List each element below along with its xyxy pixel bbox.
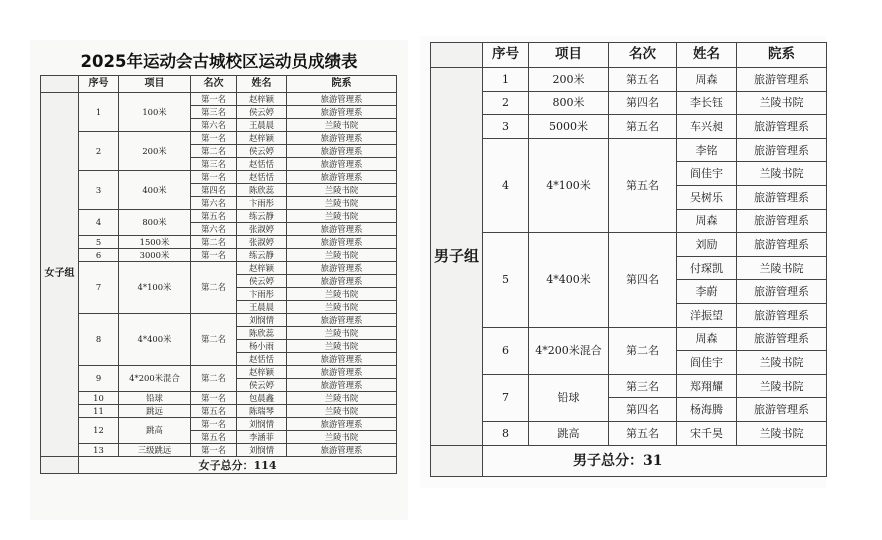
table-header-row — [431, 43, 827, 68]
department: 旅游管理系 — [737, 209, 827, 233]
athlete-name: 宋千昊 — [677, 421, 737, 445]
group-label: 女子组 — [41, 93, 79, 457]
athlete-name: 刘悯情 — [237, 314, 287, 327]
event-item: 4*200米混合 — [529, 327, 609, 374]
department: 旅游管理系 — [287, 353, 397, 366]
rank-cell: 第五名 — [609, 115, 677, 139]
athlete-name: 杨小雨 — [237, 340, 287, 353]
athlete-name: 杨海腾 — [677, 398, 737, 422]
athlete-name: 赵梓颖 — [237, 262, 287, 275]
rank-cell: 第一名 — [191, 132, 237, 145]
event-item: 800米 — [119, 210, 191, 236]
header-cell: 项目 — [119, 76, 191, 93]
athlete-name: 包晨鑫 — [237, 392, 287, 405]
department: 兰陵书院 — [737, 351, 827, 375]
department: 旅游管理系 — [737, 138, 827, 162]
header-blank — [431, 43, 483, 68]
event-item: 200米 — [529, 68, 609, 92]
event-number: 11 — [79, 405, 119, 418]
athlete-name: 赵恬恬 — [237, 158, 287, 171]
event-number: 5 — [79, 236, 119, 249]
header-cell: 序号 — [79, 76, 119, 93]
header-cell: 名次 — [609, 43, 677, 68]
table-row — [41, 249, 397, 262]
department: 旅游管理系 — [287, 145, 397, 158]
table-row — [41, 132, 397, 145]
rank-cell: 第一名 — [191, 171, 237, 184]
rank-cell: 第四名 — [191, 184, 237, 197]
athlete-name: 刘励 — [677, 233, 737, 257]
group-label: 男子组 — [431, 68, 483, 446]
event-item: 400米 — [119, 171, 191, 210]
male-results-sheet — [420, 36, 826, 488]
rank-cell: 第五名 — [609, 68, 677, 92]
event-number: 4 — [483, 138, 529, 232]
table-row — [431, 327, 827, 351]
rank-cell: 第三名 — [191, 158, 237, 171]
athlete-name: 郑翔耀 — [677, 374, 737, 398]
department: 兰陵书院 — [737, 421, 827, 445]
event-number: 2 — [79, 132, 119, 171]
table-row — [41, 392, 397, 405]
header-cell: 项目 — [529, 43, 609, 68]
department: 旅游管理系 — [287, 366, 397, 379]
table-row — [431, 91, 827, 115]
table-row — [431, 115, 827, 139]
event-item: 铅球 — [119, 392, 191, 405]
department: 旅游管理系 — [737, 398, 827, 422]
header-cell: 姓名 — [237, 76, 287, 93]
event-number: 1 — [483, 68, 529, 92]
athlete-name: 周森 — [677, 68, 737, 92]
rank-cell: 第五名 — [191, 405, 237, 418]
department: 旅游管理系 — [737, 185, 827, 209]
table-row — [41, 93, 397, 106]
department: 旅游管理系 — [737, 327, 827, 351]
header-cell: 名次 — [191, 76, 237, 93]
header-cell: 序号 — [483, 43, 529, 68]
event-number: 6 — [79, 249, 119, 262]
event-item: 3000米 — [119, 249, 191, 262]
department: 兰陵书院 — [287, 184, 397, 197]
table-header-row — [41, 76, 397, 93]
athlete-name: 侯云婷 — [237, 275, 287, 288]
rank-cell: 第四名 — [609, 233, 677, 327]
table-row — [41, 366, 397, 379]
total-blank — [41, 457, 79, 474]
department: 兰陵书院 — [287, 197, 397, 210]
header-cell: 姓名 — [677, 43, 737, 68]
rank-cell: 第一名 — [191, 249, 237, 262]
event-number: 3 — [483, 115, 529, 139]
athlete-name: 周森 — [677, 327, 737, 351]
event-number: 6 — [483, 327, 529, 374]
rank-cell: 第五名 — [191, 431, 237, 444]
department: 旅游管理系 — [737, 303, 827, 327]
event-item: 5000米 — [529, 115, 609, 139]
rank-cell: 第六名 — [191, 223, 237, 236]
rank-cell: 第一名 — [191, 444, 237, 457]
department: 兰陵书院 — [737, 374, 827, 398]
event-number: 7 — [483, 374, 529, 421]
table-row — [41, 171, 397, 184]
rank-cell: 第三名 — [609, 374, 677, 398]
department: 旅游管理系 — [737, 233, 827, 257]
event-number: 7 — [79, 262, 119, 314]
department: 兰陵书院 — [287, 327, 397, 340]
athlete-name: 卞雨彤 — [237, 197, 287, 210]
department: 兰陵书院 — [287, 119, 397, 132]
event-item: 4*400米 — [119, 314, 191, 366]
department: 兰陵书院 — [287, 392, 397, 405]
department: 旅游管理系 — [287, 418, 397, 431]
athlete-name: 车兴昶 — [677, 115, 737, 139]
athlete-name: 侯云婷 — [237, 106, 287, 119]
department: 兰陵书院 — [737, 256, 827, 280]
event-item: 200米 — [119, 132, 191, 171]
athlete-name: 陈欣蕊 — [237, 327, 287, 340]
department: 旅游管理系 — [287, 93, 397, 106]
table-row — [431, 233, 827, 257]
female-results-sheet — [30, 40, 408, 520]
rank-cell: 第五名 — [609, 421, 677, 445]
table-row — [431, 68, 827, 92]
event-item: 铅球 — [529, 374, 609, 421]
athlete-name: 李蔚 — [677, 280, 737, 304]
department: 旅游管理系 — [287, 262, 397, 275]
event-item: 4*100米 — [529, 138, 609, 232]
event-number: 12 — [79, 418, 119, 444]
table-row — [41, 314, 397, 327]
department: 旅游管理系 — [287, 158, 397, 171]
total-score: 女子总分：114 — [79, 457, 397, 474]
rank-cell: 第一名 — [191, 418, 237, 431]
athlete-name: 赵恬恬 — [237, 171, 287, 184]
athlete-name: 付琛凯 — [677, 256, 737, 280]
male-results-table — [430, 42, 827, 477]
department: 兰陵书院 — [287, 405, 397, 418]
event-number: 2 — [483, 91, 529, 115]
rank-cell: 第二名 — [191, 262, 237, 314]
table-row — [41, 262, 397, 275]
athlete-name: 练云静 — [237, 210, 287, 223]
event-item: 跳远 — [119, 405, 191, 418]
event-number: 3 — [79, 171, 119, 210]
department: 兰陵书院 — [287, 431, 397, 444]
athlete-name: 练云静 — [237, 249, 287, 262]
athlete-name: 李铭 — [677, 138, 737, 162]
rank-cell: 第二名 — [191, 145, 237, 158]
department: 旅游管理系 — [287, 106, 397, 119]
header-cell: 院系 — [287, 76, 397, 93]
athlete-name: 王晨晨 — [237, 119, 287, 132]
table-row — [431, 138, 827, 162]
department: 旅游管理系 — [287, 223, 397, 236]
athlete-name: 陈欣蕊 — [237, 184, 287, 197]
athlete-name: 王晨晨 — [237, 301, 287, 314]
department: 旅游管理系 — [287, 132, 397, 145]
athlete-name: 吴树乐 — [677, 185, 737, 209]
table-row — [41, 418, 397, 431]
athlete-name: 赵梓颖 — [237, 366, 287, 379]
total-score: 男子总分：31 — [483, 445, 827, 476]
event-item: 4*100米 — [119, 262, 191, 314]
athlete-name: 侯云婷 — [237, 145, 287, 158]
total-row — [431, 445, 827, 476]
female-results-table — [40, 75, 397, 474]
athlete-name: 刘悯情 — [237, 418, 287, 431]
table-row — [431, 421, 827, 445]
department: 旅游管理系 — [737, 280, 827, 304]
rank-cell: 第二名 — [191, 366, 237, 392]
table-row — [41, 444, 397, 457]
department: 旅游管理系 — [287, 171, 397, 184]
event-item: 4*400米 — [529, 233, 609, 327]
rank-cell: 第一名 — [191, 392, 237, 405]
header-cell: 院系 — [737, 43, 827, 68]
rank-cell: 第六名 — [191, 197, 237, 210]
rank-cell: 第二名 — [609, 327, 677, 374]
department: 兰陵书院 — [287, 249, 397, 262]
event-item: 跳高 — [119, 418, 191, 444]
event-number: 1 — [79, 93, 119, 132]
table-row — [41, 210, 397, 223]
department: 兰陵书院 — [287, 340, 397, 353]
athlete-name: 张淑婷 — [237, 223, 287, 236]
athlete-name: 洋振望 — [677, 303, 737, 327]
department: 兰陵书院 — [287, 288, 397, 301]
event-item: 100米 — [119, 93, 191, 132]
event-number: 4 — [79, 210, 119, 236]
department: 兰陵书院 — [287, 210, 397, 223]
athlete-name: 赵梓颖 — [237, 132, 287, 145]
athlete-name: 刘悯情 — [237, 444, 287, 457]
athlete-name: 李涵菲 — [237, 431, 287, 444]
rank-cell: 第四名 — [609, 398, 677, 422]
event-item: 三级跳远 — [119, 444, 191, 457]
event-number: 8 — [483, 421, 529, 445]
department: 旅游管理系 — [737, 68, 827, 92]
department: 旅游管理系 — [287, 236, 397, 249]
rank-cell: 第一名 — [191, 93, 237, 106]
sheet-title: 2025年运动会古城校区运动员成绩表 — [80, 52, 358, 71]
rank-cell: 第五名 — [609, 138, 677, 232]
table-row — [41, 405, 397, 418]
rank-cell: 第四名 — [609, 91, 677, 115]
table-row — [41, 236, 397, 249]
event-number: 10 — [79, 392, 119, 405]
rank-cell: 第二名 — [191, 314, 237, 366]
department: 旅游管理系 — [287, 379, 397, 392]
event-number: 13 — [79, 444, 119, 457]
athlete-name: 阎佳宇 — [677, 162, 737, 186]
athlete-name: 赵梓颖 — [237, 93, 287, 106]
department: 兰陵书院 — [737, 91, 827, 115]
department: 旅游管理系 — [287, 275, 397, 288]
rank-cell: 第二名 — [191, 236, 237, 249]
total-blank — [431, 445, 483, 476]
department: 旅游管理系 — [287, 444, 397, 457]
event-item: 4*200米混合 — [119, 366, 191, 392]
department: 兰陵书院 — [737, 162, 827, 186]
athlete-name: 陈瑞琴 — [237, 405, 287, 418]
athlete-name: 周森 — [677, 209, 737, 233]
event-number: 5 — [483, 233, 529, 327]
event-item: 跳高 — [529, 421, 609, 445]
athlete-name: 赵恬恬 — [237, 353, 287, 366]
rank-cell: 第三名 — [191, 106, 237, 119]
rank-cell: 第五名 — [191, 210, 237, 223]
event-item: 800米 — [529, 91, 609, 115]
event-item: 1500米 — [119, 236, 191, 249]
department: 旅游管理系 — [287, 314, 397, 327]
event-number: 9 — [79, 366, 119, 392]
department: 兰陵书院 — [287, 301, 397, 314]
athlete-name: 张淑婷 — [237, 236, 287, 249]
total-row — [41, 457, 397, 474]
rank-cell: 第六名 — [191, 119, 237, 132]
table-row — [431, 374, 827, 398]
department: 旅游管理系 — [737, 115, 827, 139]
athlete-name: 卞雨彤 — [237, 288, 287, 301]
athlete-name: 侯云婷 — [237, 379, 287, 392]
athlete-name: 阎佳宇 — [677, 351, 737, 375]
event-number: 8 — [79, 314, 119, 366]
athlete-name: 李长钰 — [677, 91, 737, 115]
header-blank — [41, 76, 79, 93]
